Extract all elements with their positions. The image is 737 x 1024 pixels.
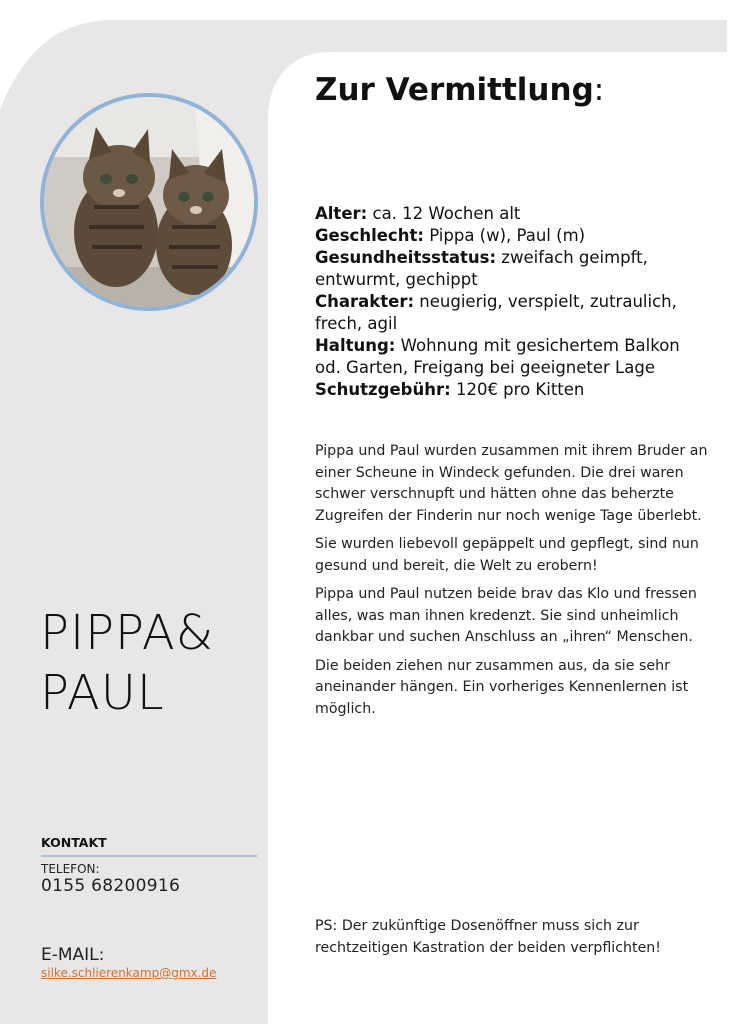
story-paragraph: Pippa und Paul nutzen beide brav das Klo und fressen alles, was man ihnen kredenzt. Sie sind unheimlich dankbar und suchen Anschluss an „ihren“ Menschen. xyxy=(315,586,697,645)
fact-value: Wohnung mit gesichertem Balkon od. Garten, Freigang bei geeigneter Lage xyxy=(315,336,680,377)
fact-key: Geschlecht: xyxy=(315,226,424,245)
fact-key: Charakter: xyxy=(315,292,415,311)
fact-value: 120€ pro Kitten xyxy=(450,380,585,399)
name-line-1: PIPPA& xyxy=(40,605,215,661)
page-title xyxy=(315,72,604,108)
phone-label: TELEFON: xyxy=(41,862,100,876)
name-line-2: PAUL xyxy=(40,665,165,721)
contact-heading: KONTAKT xyxy=(41,835,257,857)
story-text xyxy=(315,441,715,727)
fact-value: Pippa (w), Paul (m) xyxy=(423,226,586,245)
kittens-photo-icon xyxy=(44,97,254,307)
fact-health xyxy=(315,247,710,291)
fact-key: Schutzgebühr: xyxy=(315,380,451,399)
fact-value: neugierig, verspielt, zutraulich, frech, agil xyxy=(315,292,677,333)
fact-key: Haltung: xyxy=(315,336,396,355)
page-title-colon: : xyxy=(593,72,605,108)
facts-list xyxy=(315,203,710,401)
fact-value: zweifach geimpft, entwurmt, gechippt xyxy=(315,248,648,289)
story-paragraph: Die beiden ziehen nur zusammen aus, da sie sehr aneinander hängen. Ein vorheriges Kennenlernen ist möglich. xyxy=(315,657,689,717)
fact-key: Gesundheitsstatus: xyxy=(315,248,497,267)
fact-age xyxy=(315,203,710,225)
fact-fee xyxy=(315,379,710,401)
story-paragraph: Pippa und Paul wurden zusammen mit ihrem Bruder an einer Scheune in Windeck gefunden. Die drei waren schwer verschnupft und hätten ohne das beherzte Zugreifen der Finderin nur noch wenige Tage überlebt. xyxy=(315,443,708,524)
fact-key: Alter: xyxy=(315,204,368,223)
fact-sex xyxy=(315,225,710,247)
story-paragraph: Sie wurden liebevoll gepäppelt und gepflegt, sind nun gesund und bereit, die Welt zu erobern! xyxy=(315,536,699,574)
fact-housing xyxy=(315,335,710,379)
fact-character xyxy=(315,291,710,335)
phone-number: 0155 68200916 xyxy=(41,876,181,896)
email-link[interactable]: silke.schlierenkamp@gmx.de xyxy=(41,966,217,980)
email-label: E-MAIL: xyxy=(41,945,105,965)
postscript: PS: Der zukünftige Dosenöffner muss sich zur rechtzeitigen Kastration der beiden verpflichten! xyxy=(315,918,661,956)
pet-names-heading xyxy=(40,603,270,723)
fact-value: ca. 12 Wochen alt xyxy=(367,204,521,223)
kittens-photo xyxy=(40,93,258,311)
page-title-text: Zur Vermittlung xyxy=(315,72,594,108)
